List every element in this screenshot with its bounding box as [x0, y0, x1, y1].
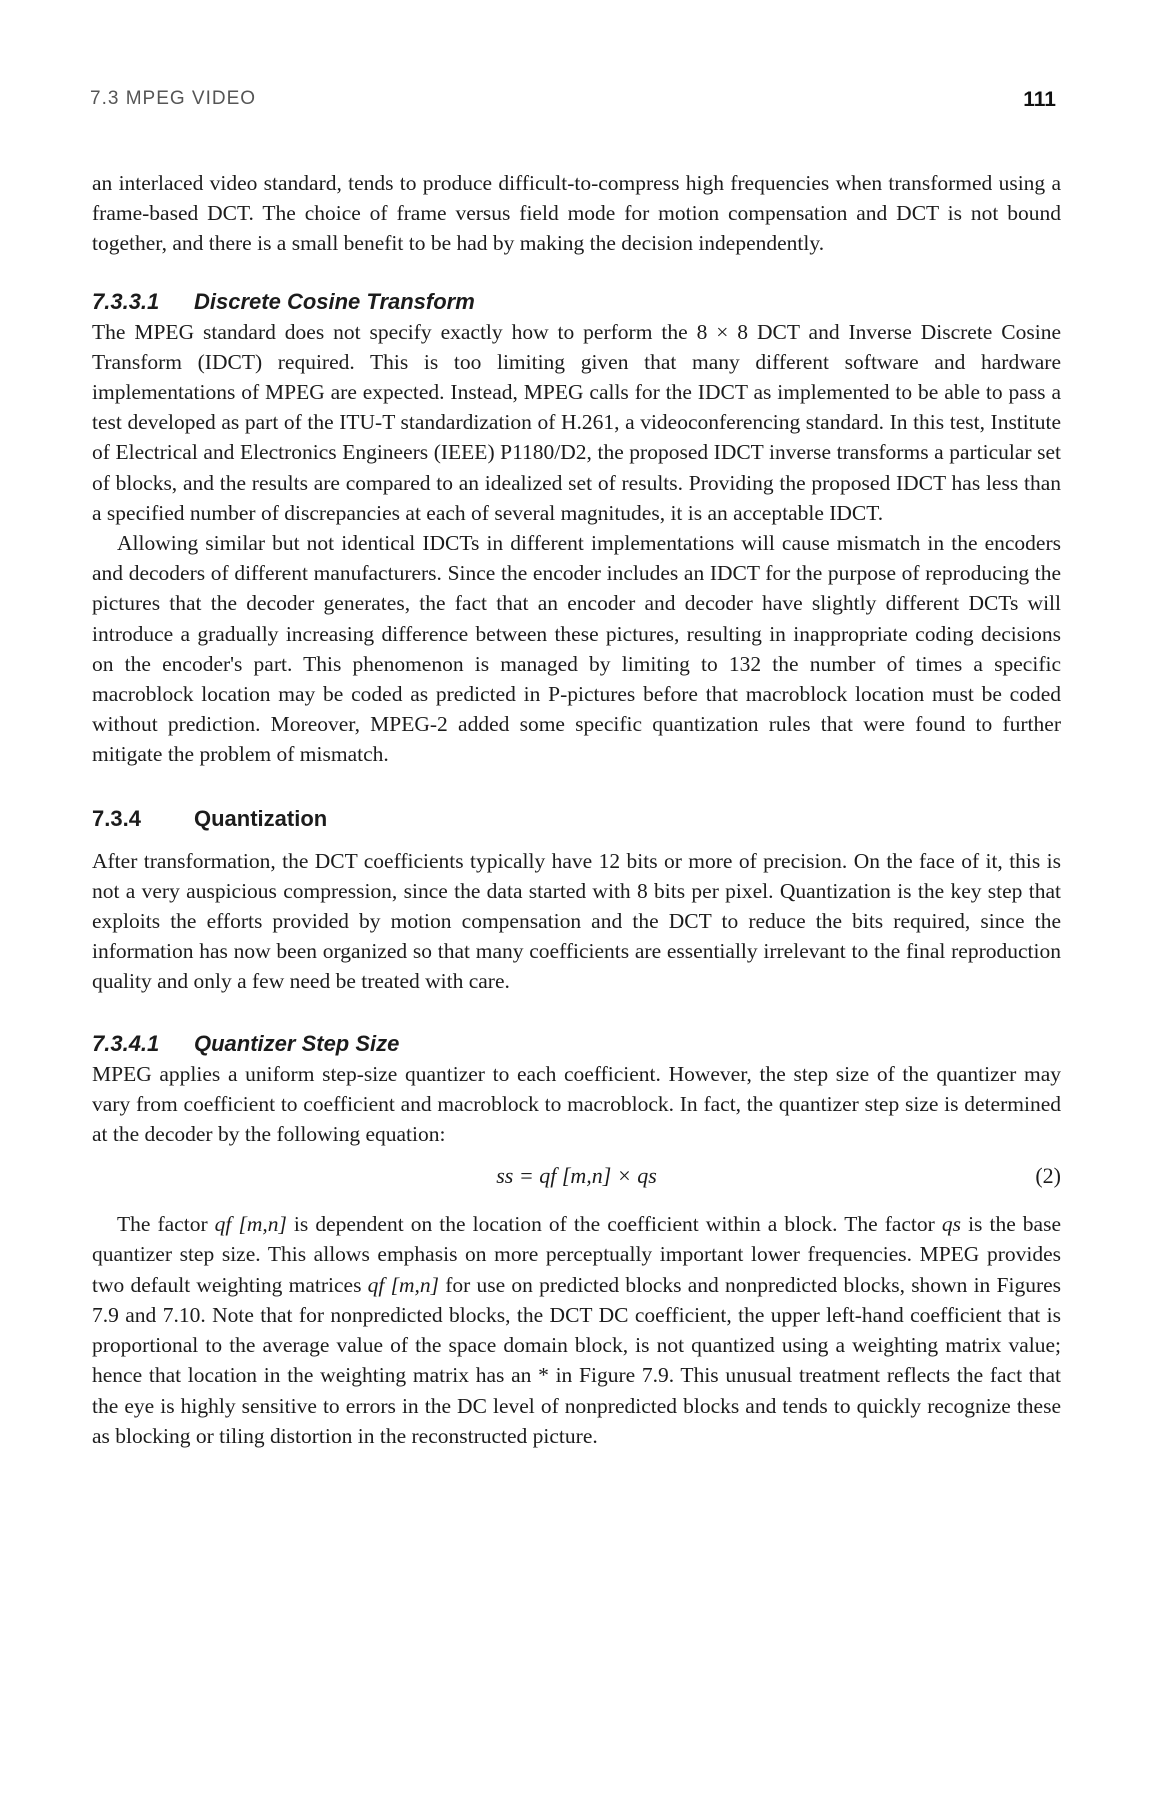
math-mn: [m,n] — [231, 1212, 287, 1237]
math-qs: qs — [941, 1212, 962, 1237]
text-run: is the base quantizer step size. This allows emphasis on more perceptually important lower frequencies. MPEG provides two default weighting matrices — [92, 1212, 1061, 1297]
text-run: The factor — [117, 1212, 215, 1237]
subsection-number: 7.3.4.1 — [92, 1030, 160, 1056]
text-run: is dependent on the location of the coefficient within a block. The factor — [286, 1212, 942, 1237]
section-number: 7.3.4 — [92, 805, 141, 831]
section-title: Quantization — [194, 805, 328, 831]
equation-2 — [92, 1161, 1061, 1195]
subsection-title: Discrete Cosine Transform — [194, 288, 475, 314]
text-run: for use on predicted blocks and nonpredicted blocks, shown in Figures 7.9 and 7.10. Note that for nonpredicted blocks, the DCT DC coefficient, the upper left-hand coefficient that is proportional to the average value of the space domain block, is not quantized using a weighting matrix value; hence that location in the weighting matrix has an * in Figure 7.9. This unusual treatment reflects the fact that the eye is highly sensitive to errors in the DC level of nonpredicted blocks and tends to quickly recognize these as blocking or tiling distortion in the reconstructed picture. — [92, 1272, 1062, 1448]
section-heading-quantization — [92, 804, 1061, 834]
equation-text: ss = qf [m,n] × qs — [496, 1163, 657, 1189]
subsection-title: Quantizer Step Size — [194, 1030, 400, 1056]
running-head — [90, 88, 1056, 118]
subsection-heading-dct — [92, 287, 1061, 317]
running-head-section: 7.3 MPEG VIDEO — [90, 88, 257, 109]
paragraph-mismatch: Allowing similar but not identical IDCTs in different implementations will cause mismatch in the encoders and decoders of different manufacturers. Since the encoder includes an IDCT for the purpose of reproducing the pictures that the decoder generates, the fact that an encoder and decoder have slightly different DCTs will introduce a gradually increasing difference between these pictures, resulting in inappropriate coding decisions on the encoder's part. This phenomenon is managed by limiting to 132 the number of times a specific macroblock location may be coded as predicted in P-pictures before that macroblock location must be coded without prediction. Moreover, MPEG-2 added some specific quantization rules that were found to further mitigate the problem of mismatch. — [92, 531, 1061, 767]
subsection-number: 7.3.3.1 — [92, 288, 160, 314]
paragraph-idct-standard: The MPEG standard does not specify exactly how to perform the 8 × 8 DCT and Inverse Discrete Cosine Transform (IDCT) required. This is too limiting given that many different software and hardware implementations of MPEG are expected. Instead, MPEG calls for the IDCT as implemented to be able to pass a test developed as part of the ITU-T standardization of H.261, a videoconferencing standard. In this test, Institute of Electrical and Electronics Engineers (IEEE) P1180/D2, the proposed IDCT inverse transforms a particular set of blocks, and the results are compared to an idealized set of results. Providing the proposed IDCT has less than a specified number of discrepancies at each of several magnitudes, it is an acceptable IDCT. — [92, 319, 1061, 525]
paragraph-quantization: After transformation, the DCT coefficients typically have 12 bits or more of precision. On the face of it, this is not a very auspicious compression, since the data started with 8 bits per pixel. Quantization is the key step that exploits the efforts provided by motion compensation and the DCT to reduce the bits required, since the information has now been organized so that many coefficients are essentially irrelevant to the final reproduction quality and only a few need be treated with care. — [92, 848, 1061, 994]
paragraph-continuation: an interlaced video standard, tends to produce difficult-to-compress high frequencies when transformed using a frame-based DCT. The choice of frame versus field mode for motion compensation and DCT is not bound together, and there is a small benefit to be had by making the decision independently. — [92, 171, 1061, 256]
paragraph-step-size: MPEG applies a uniform step-size quantizer to each coefficient. However, the step size of the quantizer may vary from coefficient to coefficient and macroblock to macroblock. In fact, the quantizer step size is determined at the decoder by the following equation: — [92, 1061, 1061, 1147]
equation-number: (2) — [1035, 1163, 1061, 1189]
math-qf: qf — [214, 1212, 232, 1237]
page-body — [92, 168, 1061, 1451]
math-qf: qf — [367, 1272, 385, 1297]
math-mn: [m,n] — [384, 1272, 440, 1297]
paragraph-weighting-matrices — [92, 1209, 1061, 1451]
subsection-heading-step-size — [92, 1029, 1061, 1059]
page-number: 111 — [1023, 88, 1056, 111]
